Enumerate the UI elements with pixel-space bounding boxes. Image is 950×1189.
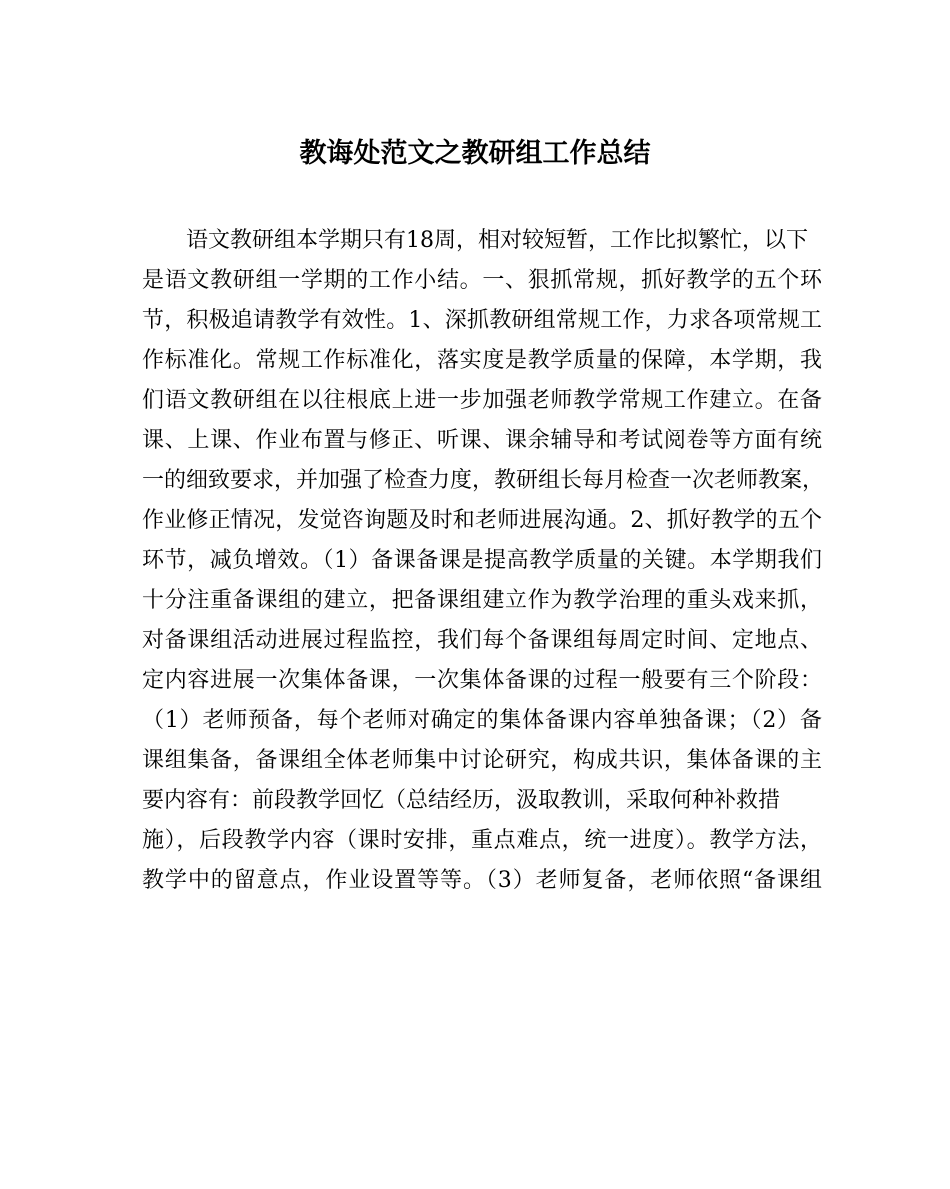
body-line: 要内容有：前段教学回忆（总结经历，汲取教训，采取何种补救措 <box>142 788 781 813</box>
body-line: 环节，减负增效。（1）备课备课是提高教学质量的关键。本学期我们 <box>142 548 822 573</box>
body-line: 课、上课、作业布置与修正、听课、课余辅导和考试阅卷等方面有统 <box>142 428 822 453</box>
body-line: 们语文教研组在以往根底上进一步加强老师教学常规工作建立。在备 <box>142 388 822 413</box>
body-line: 定内容进展一次集体备课，一次集体备课的过程一般要有三个阶段： <box>142 668 822 693</box>
body-line: 十分注重备课组的建立，把备课组建立作为教学治理的重头戏来抓， <box>142 588 822 613</box>
body-line: 一的细致要求，并加强了检查力度，教研组长每月检查一次老师教案， <box>142 468 825 493</box>
body-line: 对备课组活动进展过程监控，我们每个备课组每周定时间、定地点、 <box>142 628 822 653</box>
body-line: 是语文教研组一学期的工作小结。一、狠抓常规，抓好教学的五个环 <box>142 268 822 293</box>
body-line: 教学中的留意点，作业设置等等。（3）老师复备，老师依照“备课组 <box>142 868 822 893</box>
document-body <box>142 221 825 901</box>
body-line: 施），后段教学内容（课时安排，重点难点，统一进度）。教学方法， <box>142 828 822 853</box>
body-line: 节，积极追请教学有效性。1、深抓教研组常规工作，力求各项常规工 <box>142 308 822 333</box>
body-line: 作标准化。常规工作标准化，落实度是教学质量的保障，本学期，我 <box>142 348 822 373</box>
body-line: 作业修正情况，发觉咨询题及时和老师进展沟通。2、抓好教学的五个 <box>142 508 822 533</box>
body-line: 课组集备，备课组全体老师集中讨论研究，构成共识，集体备课的主 <box>142 748 822 773</box>
body-line: 语文教研组本学期只有18周，相对较短暂，工作比拟繁忙，以下 <box>186 228 808 253</box>
document-title: 教诲处范文之教研组工作总结 <box>299 138 651 169</box>
body-line: （1）老师预备，每个老师对确定的集体备课内容单独备课；（2）备 <box>142 708 822 733</box>
